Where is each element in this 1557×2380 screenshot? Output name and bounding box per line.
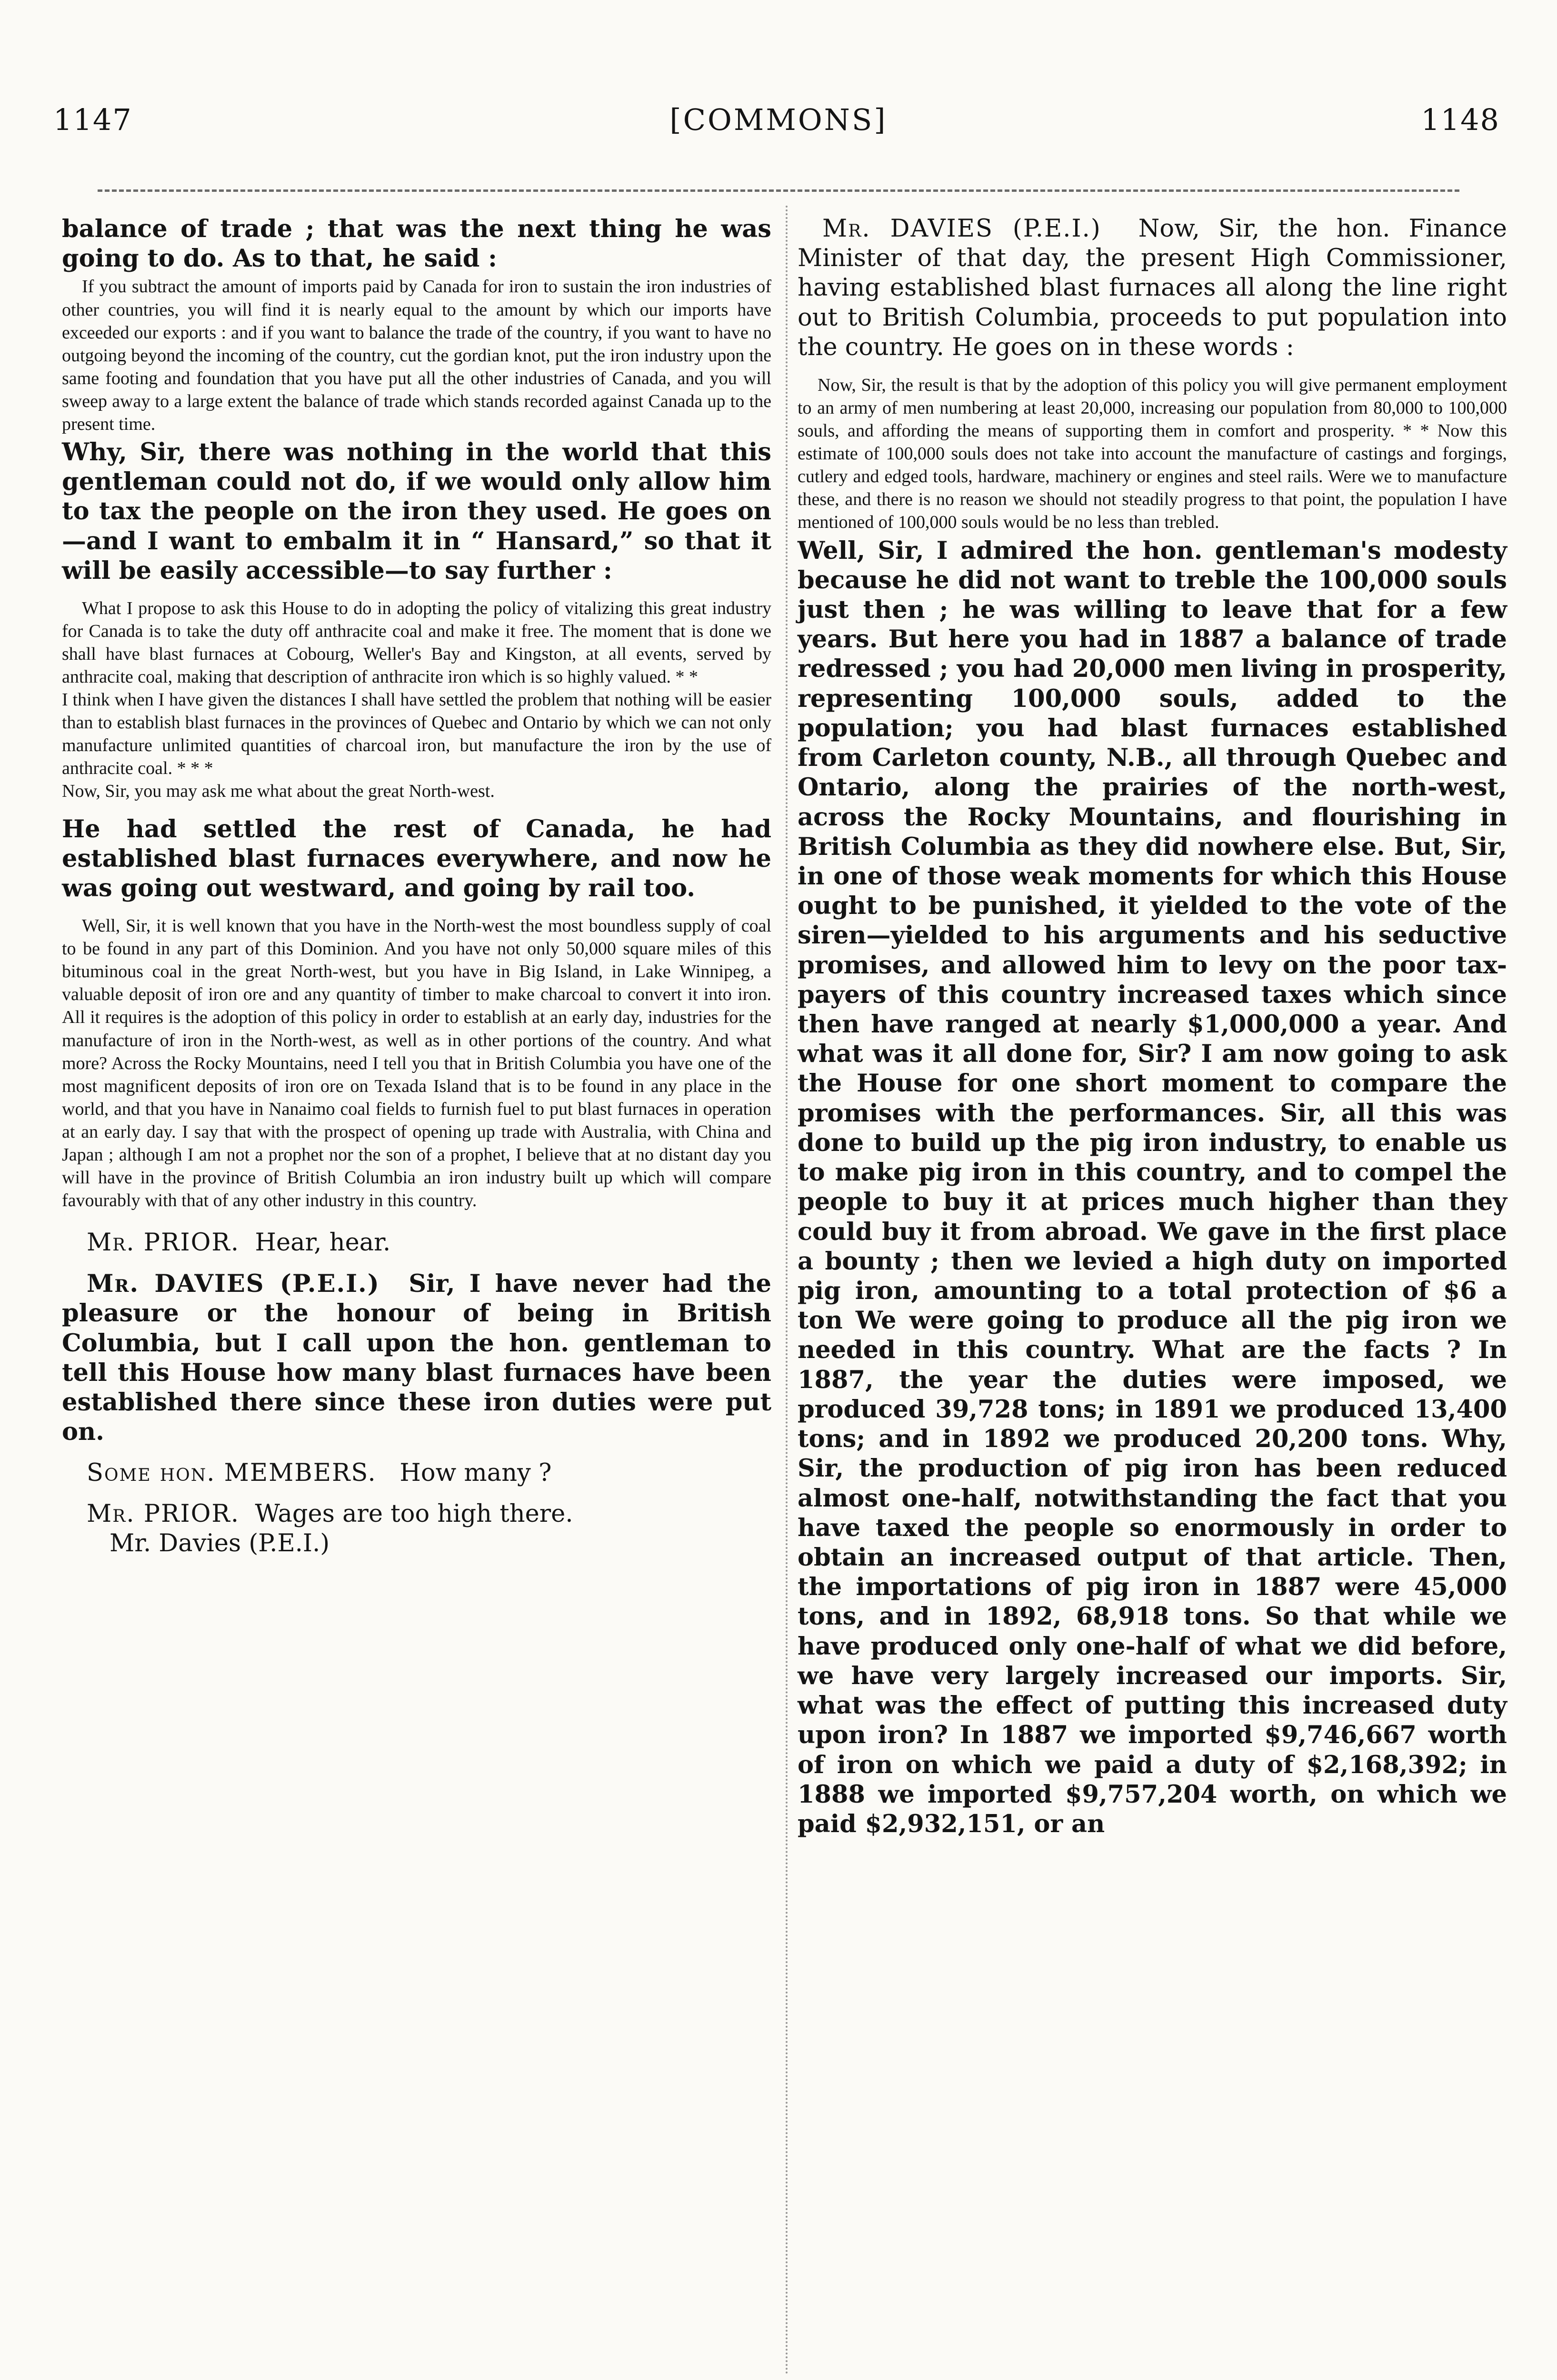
speaker-name: Some hon. MEMBERS. (87, 1458, 377, 1487)
quoted-passage: I think when I have given the distances I shall have settled the problem that nothing will be easier than to establish blast furnaces in the provinces of Quebec and Ontario by which we can not only manufacture unlimited quantities of charcoal iron, but manufacture the iron by the use of anthracite coal. * * * (62, 690, 771, 779)
speaker-name: Mr. DAVIES (P.E.I.) (822, 215, 1101, 243)
speaker-text: Sir, I have never had the pleasure or the honour of being in British Columbia, but I call upon the hon. gentleman to tell this House how many blast furnaces have been established there since these iron duties were put on. (62, 1269, 771, 1447)
page-header (0, 102, 1557, 155)
right-column (798, 214, 1507, 1839)
quoted-passage: Now, Sir, the result is that by the adoption of this policy you will give permanent employment to an army of men numbering at least 20,000, increasing our population from 80,000 to 100,000 souls, and affording the means of supporting them in comfort and prosperity. * * Now this estimate of 100,000 souls does not take into account the manufacture of castings and forgings, cutlery and edged tools, hardware, machinery or engines and steel rails. Were we to manufacture these, and there is no reason we should not steadily progress to that point, the population I have mentioned of 100,000 souls would be no less than trebled. (798, 375, 1507, 533)
speaker-line (62, 1458, 771, 1488)
running-title: [COMMONS] (669, 102, 888, 137)
quoted-passage: Well, Sir, it is well known that you have in the North-west the most boundless supply of coal to be found in any part of this Dominion. And you have not only 50,000 square miles of this bituminous coal in the great North-west, but you have in Big Island, in Lake Winnipeg, a valuable deposit of iron ore and any quantity of timber to make charcoal to convert it into iron. All it requires is the adoption of this policy in order to establish at an early day, industries for the manufacture of iron in the North-west, as well as in other portions of the country. And what more? Across the Rocky Mountains, need I tell you that in British Columbia you have one of the most magnificent deposits of iron ore on Texada Island that is to be found in any place in the world, and that you have in Nanaimo coal fields to furnish fuel to put blast furnaces in operation at an early day. I say that with the prospect of opening up trade with Australia, with China and Japan ; although I am not a prophet nor the son of a prophet, I believe that at no distant day you will have in the province of British Columbia an iron industry built up which will compare favourably with that of any other industry in this country. (62, 916, 771, 1210)
speaker-line (62, 1269, 771, 1447)
column-divider (786, 206, 788, 2376)
quoted-passage: What I propose to ask this House to do in adopting the policy of vitalizing this great industry for Canada is to take the duty off anthracite coal and make it free. The moment that is done we shall have blast furnaces at Cobourg, Weller's Bay and Kingston, at all events, served by anthracite coal, making that description of anthracite iron which is so highly valued. * * (62, 598, 771, 687)
speaker-name: Mr. DAVIES (P.E.I.) (87, 1269, 380, 1299)
speaker-name: Mr. Davies (P.E.I.) (110, 1529, 330, 1557)
speaker-name: Mr. PRIOR. (87, 1499, 240, 1528)
speaker-text: How many ? (399, 1458, 552, 1487)
speaker-line (62, 1499, 771, 1529)
speaker-line (798, 214, 1507, 362)
page-number-right: 1148 (1421, 102, 1500, 137)
speech-paragraph: Why, Sir, there was nothing in the world that this gentleman could not do, if we would only allow him to tax the people on the iron they used. He goes on—and I want to embalm it in “ Hansard,” so that it will be easily accessible—to say further : (62, 437, 771, 585)
speaker-text: Hear, hear. (255, 1229, 391, 1257)
speaker-text: Now, Sir, the hon. Finance Minister of that day, the present High Commissioner, having established blast furnaces all along the line right out to British Columbia, proceeds to put population into the country. He goes on in these words : (798, 215, 1507, 361)
speech-paragraph: Well, Sir, I admired the hon. gentleman's modesty because he did not want to treble the 100,000 souls just then ; he was willing to leave that for a few years. But here you had in 1887 a balance of trade redressed ; you had 20,000 men living in prosperity, representing 100,000 souls, added to the population; you had blast furnaces established from Carleton county, N.B., all through Quebec and Ontario, along the prairies of the north-west, across the Rocky Mountains, and flourishing in British Columbia as they did nowhere else. But, Sir, in one of those weak moments for which this House ought to be punished, it yielded to the vote of the siren—yielded to his arguments and his seductive promises, and allowed him to levy on the poor tax-payers of this country increased taxes which since then have ranged at nearly $1,000,000 a year. And what was it all done for, Sir? I am now going to ask the House for one short moment to compare the promises with the performances. Sir, all this was done to build up the pig iron industry, to enable us to make pig iron in this country, and to compel the people to buy it at prices much higher than they could buy it from abroad. We gave in the first place a bounty ; then we levied a high duty on imported pig iron, amounting to a total protection of $6 a ton We were going to produce all the pig iron we needed in this country. What are the facts ? In 1887, the year the duties were imposed, we produced 39,728 tons; in 1891 we produced 13,400 tons; and in 1892 we produced 20,200 tons. Why, Sir, the production of pig iron has been reduced almost one-half, notwithstanding the fact that you have taxed the people so enormously in order to obtain an increased output of that article. Then, the importations of pig iron in 1887 were 45,000 tons, and in 1892, 68,918 tons. So that while we have produced only one-half of what we did before, we have very largely increased our imports. Sir, what was the effect of putting this increased duty upon iron? In 1887 we imported $9,746,667 worth of iron on which we paid a duty of $2,168,392; in 1888 we imported $9,757,204 worth, on which we paid $2,932,151, or an (798, 536, 1507, 1838)
speech-paragraph: balance of trade ; that was the next thing he was going to do. As to that, he said : (62, 215, 771, 273)
quoted-passage: Now, Sir, you may ask me what about the great North-west. (62, 781, 495, 802)
speaker-line (62, 1529, 771, 1558)
speaker-name: Mr. PRIOR. (87, 1229, 240, 1257)
speaker-line (62, 1228, 771, 1258)
speaker-text: Wages are too high there. (255, 1499, 573, 1528)
quoted-passage: If you subtract the amount of imports paid by Canada for iron to sustain the iron industries of other countries, you will find it is nearly equal to the amount by which our imports have exceeded our exports : and if you want to balance the trade of the country, if you want to have no outgoing beyond the incoming of the country, cut the gordian knot, put the iron industry upon the same footing and foundation that you have put all the other industries of Canada, and you will sweep away to a large extent the balance of trade which stands recorded against Canada up to the present time. (62, 277, 771, 434)
header-rule (98, 189, 1459, 192)
left-column (62, 214, 771, 1558)
page-number-left: 1147 (53, 102, 132, 137)
speech-paragraph: He had settled the rest of Canada, he had established blast furnaces everywhere, and now he was going out westward, and going by rail too. (62, 814, 771, 902)
